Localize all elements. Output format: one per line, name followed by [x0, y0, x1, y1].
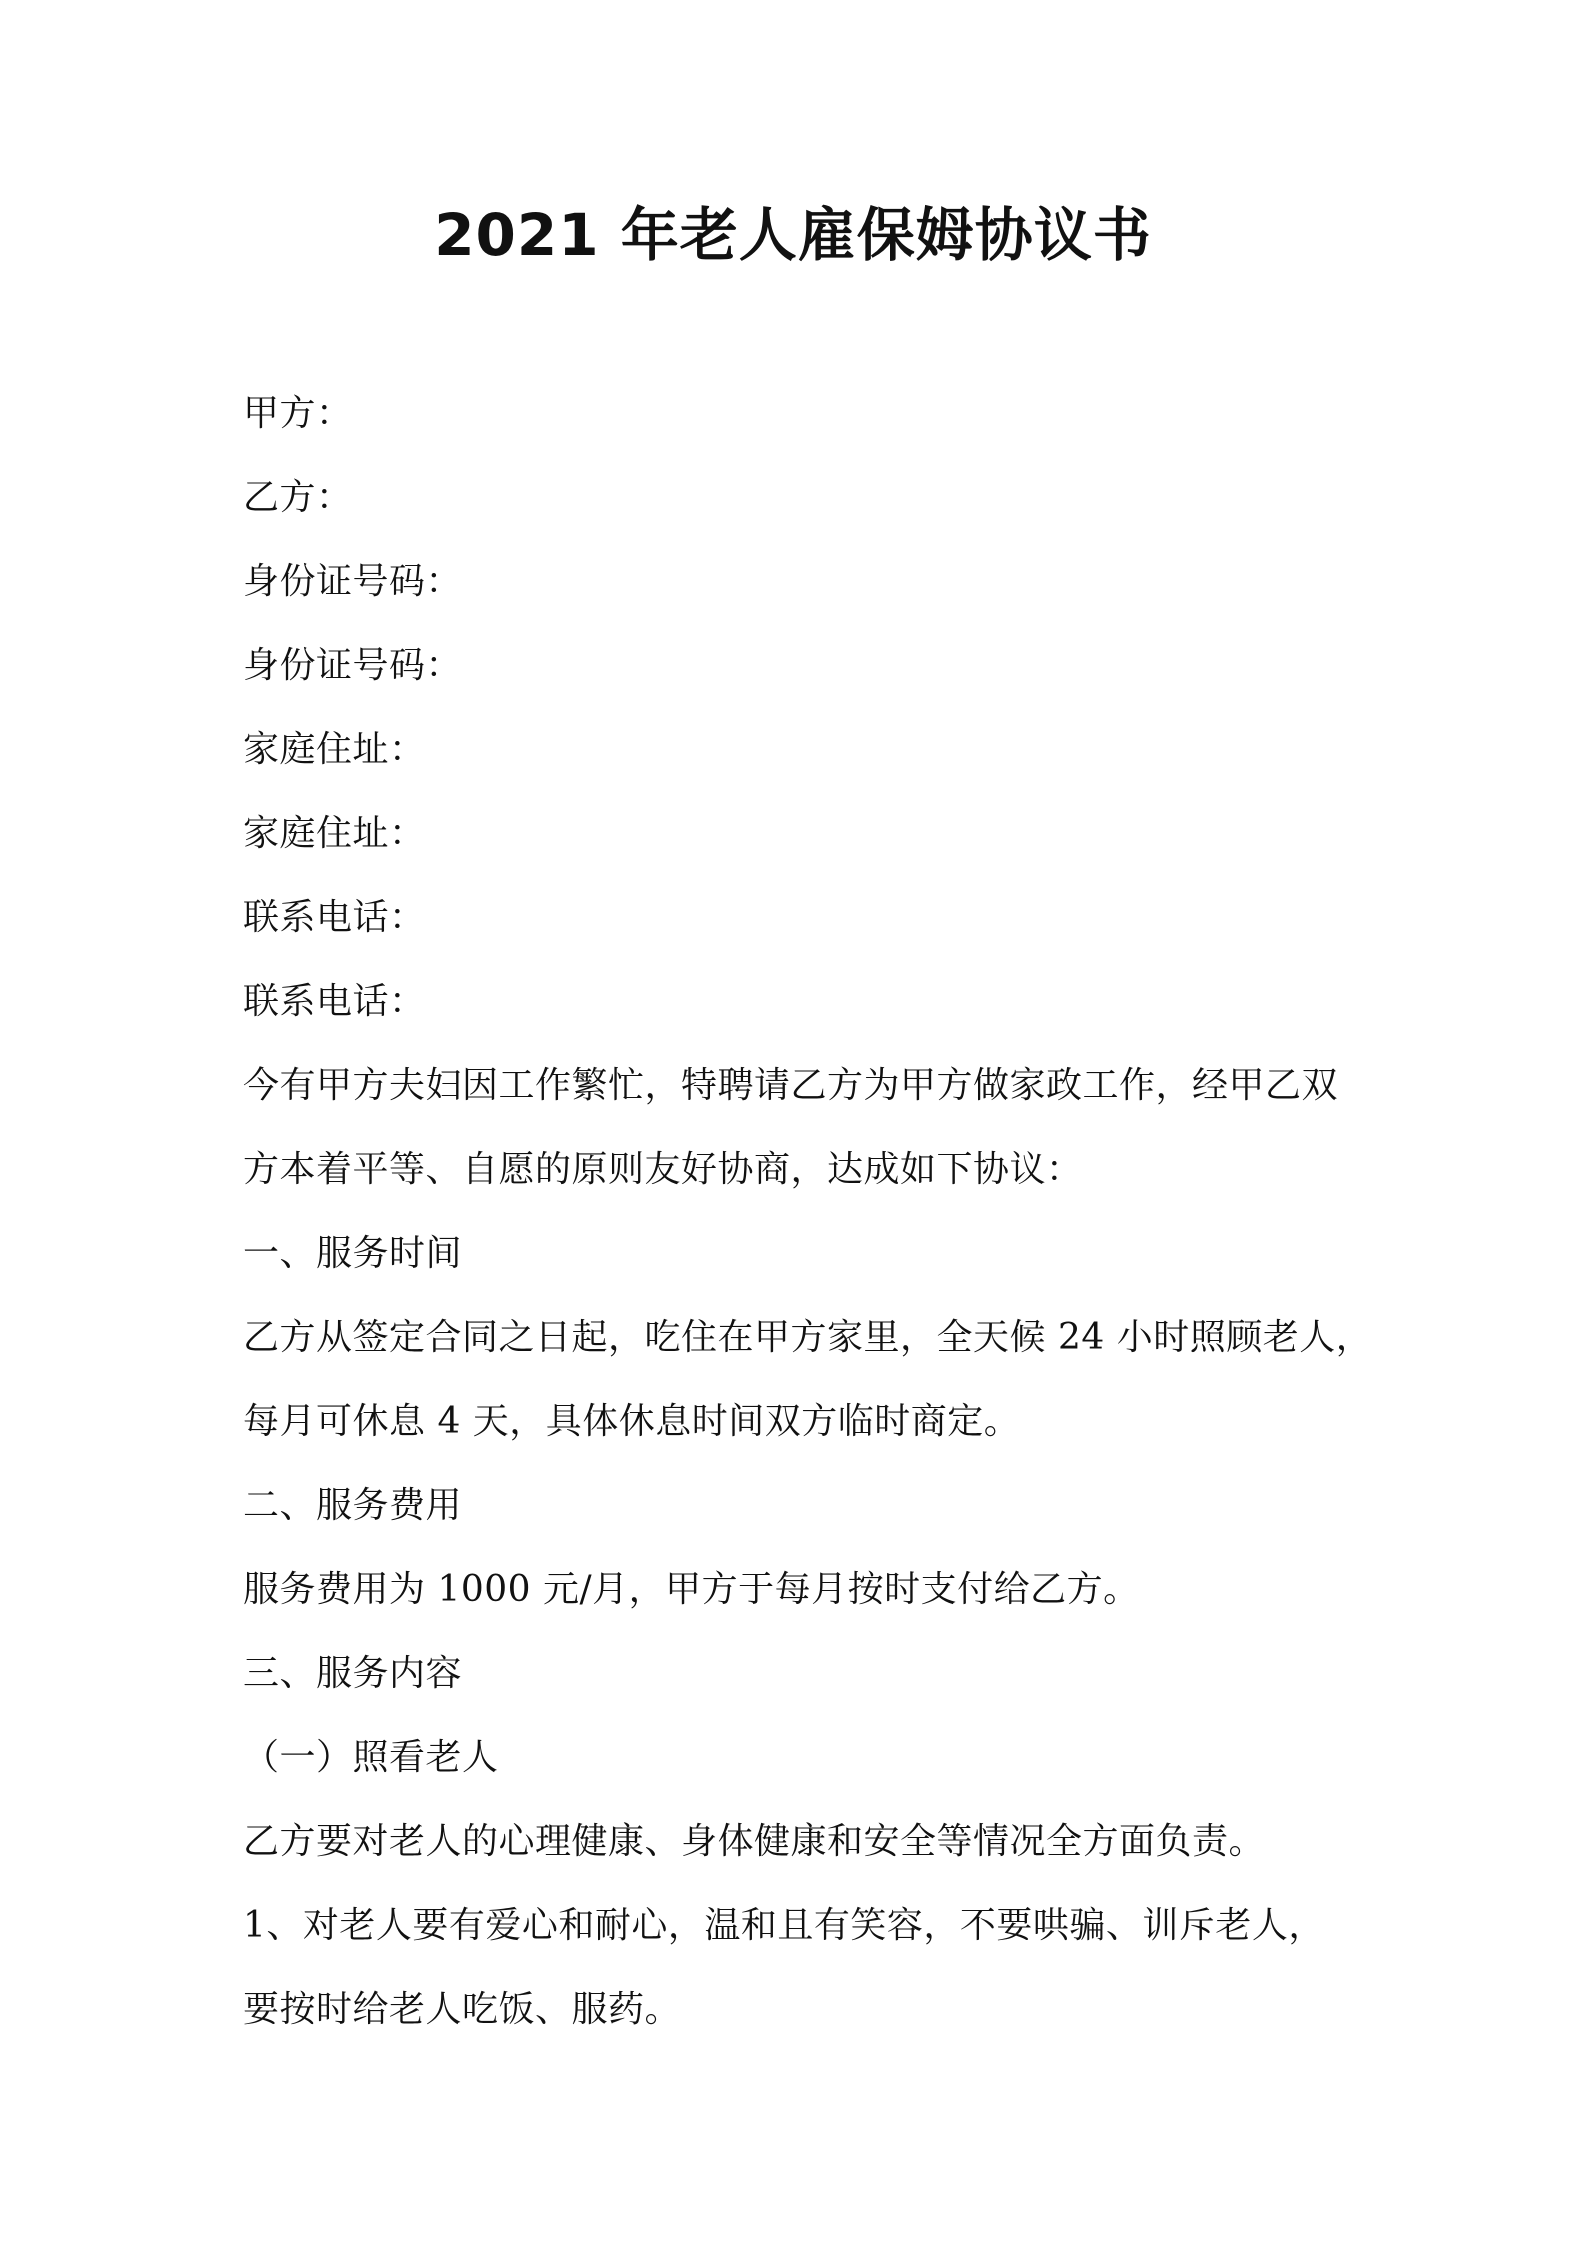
home-address-label-b: 家庭住址：: [243, 813, 426, 854]
subsection-heading-elder-care: （一）照看老人: [243, 1737, 499, 1778]
service-time-line-1: 乙方从签定合同之日起，吃住在甲方家里，全天候 24 小时照顾老人，: [243, 1317, 1373, 1358]
section-heading-service-fee: 二、服务费用: [243, 1485, 463, 1526]
section-heading-service-time: 一、服务时间: [243, 1233, 463, 1274]
intro-paragraph-line-1: 今有甲方夫妇因工作繁忙，特聘请乙方为甲方做家政工作，经甲乙双: [243, 1065, 1339, 1106]
id-number-label-b: 身份证号码：: [243, 645, 463, 686]
party-a-label: 甲方：: [243, 393, 353, 434]
elder-care-line: 乙方要对老人的心理健康、身体健康和安全等情况全方面负责。: [243, 1821, 1266, 1862]
document-title: 2021 年老人雇保姆协议书: [434, 201, 1152, 269]
id-number-label-a: 身份证号码：: [243, 561, 463, 602]
service-fee-line: 服务费用为 1000 元/月，甲方于每月按时支付给乙方。: [243, 1569, 1140, 1610]
phone-label-b: 联系电话：: [243, 981, 426, 1022]
intro-paragraph-line-2: 方本着平等、自愿的原则友好协商，达成如下协议：: [243, 1149, 1083, 1190]
phone-label-a: 联系电话：: [243, 897, 426, 938]
service-time-line-2: 每月可休息 4 天，具体休息时间双方临时商定。: [243, 1401, 1021, 1442]
elder-care-item-1-line-2: 要按时给老人吃饭、服药。: [243, 1989, 682, 2030]
home-address-label-a: 家庭住址：: [243, 729, 426, 770]
elder-care-item-1-line-1: 1、对老人要有爱心和耐心，温和且有笑容，不要哄骗、训斥老人，: [243, 1905, 1325, 1946]
party-b-label: 乙方：: [243, 477, 353, 518]
document-body: [243, 372, 1373, 2052]
section-heading-service-content: 三、服务内容: [243, 1653, 463, 1694]
